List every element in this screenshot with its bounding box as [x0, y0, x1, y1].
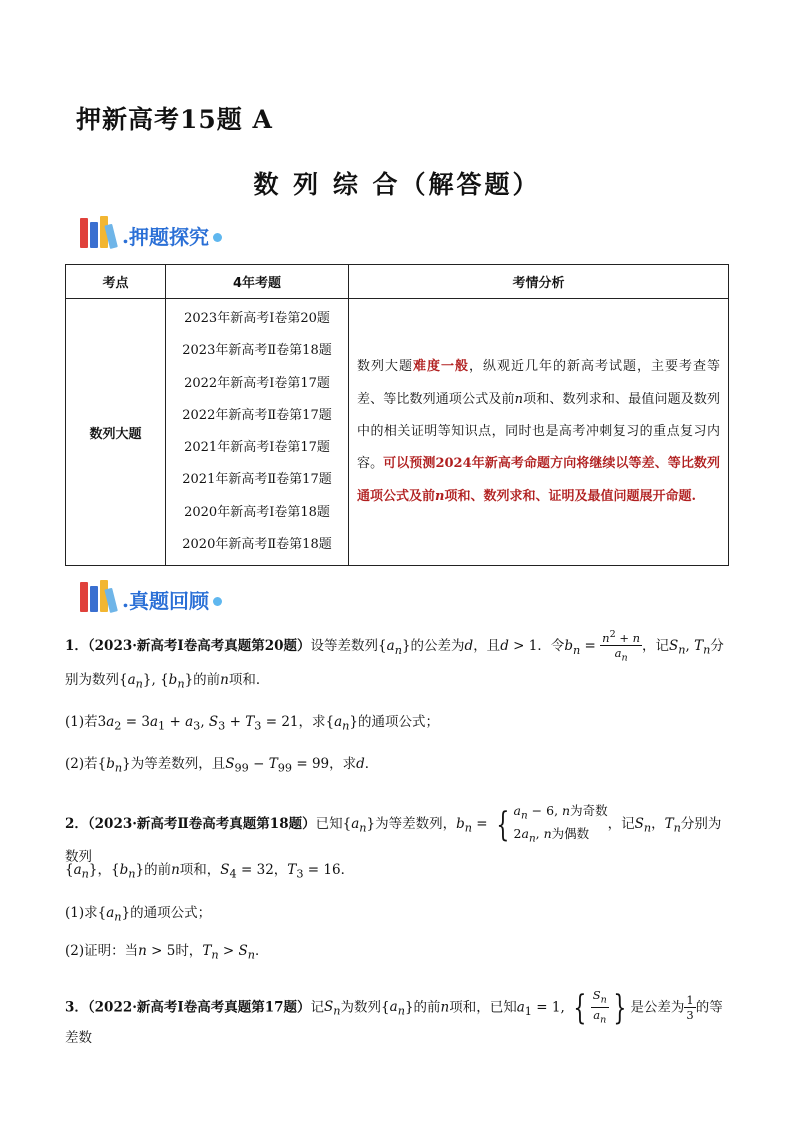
text: 的等差数	[65, 999, 723, 1046]
piecewise: $a_n - 6$, n为奇数 $2a_n$, n为偶数	[513, 803, 608, 844]
question-number: 3．	[65, 999, 88, 1016]
exam-item: 2020年新高考Ⅱ卷第18题	[182, 537, 332, 553]
document-subtitle: 数 列 综 合（解答题）	[253, 170, 541, 199]
text: ，	[273, 862, 288, 878]
document-title: 押新高考15题 A	[76, 105, 273, 134]
question-1-stem: 1．（2023·新高考Ⅰ卷高考真题第20题）设等差数列$\{a_n\}$的公差为d，且d > 1．令$b_n$ = $\frac{n^2 + n}{a_n}$ ，记$S_n$, $T_n$分	[65, 629, 724, 664]
text: 项和，已知	[449, 999, 517, 1016]
section-explore: . 押题探究	[80, 214, 222, 248]
header-topic: 考点	[66, 265, 166, 299]
text: 分	[710, 638, 724, 655]
question-source: （2023·新高考Ⅱ卷高考真题第18题）	[87, 816, 316, 832]
text: 项和．	[228, 672, 270, 688]
exam-item: 2022年新高考Ⅱ卷第17题	[182, 407, 332, 423]
text: 分别为数列	[65, 816, 722, 865]
question-1-stem-cont: 别为数列$\{a_n\}$, $\{b_n\}$的前n项和．	[65, 672, 270, 691]
dot-icon	[213, 233, 222, 242]
exam-item: 2022年新高考Ⅰ卷第17题	[184, 375, 330, 391]
text: 为等差数列，	[375, 816, 457, 832]
analysis-highlight: 难度一般	[413, 359, 469, 375]
question-source: （2022·新高考Ⅰ卷高考真题第17题）	[87, 999, 311, 1016]
text: 别为数列	[65, 672, 119, 688]
analysis-cell: 数列大题难度一般，纵观近几年的新高考试题，主要考查等差、等比数列通项公式及前n项和、数列求和、最值问题及数列中的相关证明等知识点，同时也是高考冲刺复习的重点复习内容。可以预测2024年新高考命题方向将继续以等差、等比数列通项公式及前n项和、数列求和、证明及最值问题展开命题.	[349, 299, 729, 566]
exams-cell	[166, 299, 349, 566]
text: ，求	[298, 714, 326, 730]
text: 记	[310, 999, 325, 1016]
text: 时，	[175, 943, 203, 959]
question-2-stem-cont: $\{a_n\}$，$\{b_n\}$的前n项和，$S_4 = 32$，$T_3 = 16$．	[65, 862, 355, 881]
text: (1)若	[65, 714, 98, 730]
text: 为数列	[340, 999, 382, 1016]
question-number: 1．	[65, 638, 88, 655]
analysis-text: 数列大题	[357, 359, 413, 375]
exam-item: 2020年新高考Ⅰ卷第18题	[184, 504, 330, 520]
fraction: $\frac{S_n}{a_n}$	[592, 988, 607, 1026]
text: (1)求	[65, 905, 98, 921]
exam-item: 2023年新高考Ⅰ卷第20题	[184, 311, 330, 326]
text: 为奇数	[570, 803, 608, 818]
question-number: 2．	[65, 816, 88, 832]
analysis-prediction: 可以预测2024年新高考命题方向将继续以等差、等比数列通项公式及前	[357, 456, 720, 504]
header-exams: 4年考题	[166, 265, 349, 299]
exam-item: 2021年新高考Ⅰ卷第17题	[184, 440, 330, 456]
text: 设等差数列	[310, 638, 379, 655]
text: 的前	[413, 999, 441, 1016]
question-2-part-2: (2)证明：当n > 5时，$T_n > S_n$．	[65, 943, 269, 962]
question-2-part-1: (1)求$\{a_n\}$的通项公式；	[65, 905, 212, 924]
analysis-text: 项和、数列求和、最值问题及数列中的相关证明等知识点，同时也是高考冲刺复习的重点复习内容。	[357, 391, 720, 472]
text: 的通项公式；	[130, 905, 212, 921]
question-3-stem: 3．（2022·新高考Ⅰ卷高考真题第17题）记$S_n$为数列$\{a_n\}$的前n项和，已知$a_1 = 1$, { $\frac{S_n}{a_n}$ } 是公差为 $\frac{1}{3}$ 的等差数	[65, 987, 723, 1046]
text: ．令	[537, 638, 565, 655]
exam-table	[65, 264, 729, 566]
fraction: $\frac{1}{3}$	[686, 993, 694, 1023]
text: (2)证明：当	[65, 943, 139, 959]
text: ，	[97, 862, 111, 878]
text: 为等差数列，且	[130, 756, 226, 772]
section-label-explore: 押题探究	[128, 225, 209, 249]
topic-cell: 数列大题	[66, 299, 166, 566]
section-label-review: 真题回顾	[128, 589, 209, 613]
text: 项和，	[179, 862, 221, 878]
table-header-row	[66, 265, 729, 299]
text: ，记	[607, 816, 635, 832]
text: ，记	[642, 638, 670, 655]
header-analysis: 考情分析	[349, 265, 729, 299]
question-1-part-2: (2)若$\{b_n\}$为等差数列，且$S_{99} - T_{99} = 99$，求d．	[65, 756, 379, 775]
exam-item: 2023年新高考Ⅱ卷第18题	[182, 343, 332, 359]
analysis-prediction: 项和、数列求和、证明及最值问题展开命题	[444, 488, 692, 504]
question-2-stem: 2．（2023·新高考Ⅱ卷高考真题第18题）已知$\{a_n\}$为等差数列，$b_n$ = { $a_n - 6$, n为奇数 $2a_n$, n为偶数 ，记$S_n$，$T_n$分别为数列	[65, 803, 722, 865]
text: 为偶数	[551, 825, 590, 841]
text: 是公差为	[630, 999, 685, 1016]
text: ，	[651, 816, 665, 832]
table-row	[66, 299, 729, 566]
question-1-part-1: (1)若$3a_2 = 3a_1 + a_3$, $S_3 + T_3 = 21$，求$\{a_n\}$的通项公式；	[65, 714, 439, 733]
text: ．	[340, 862, 355, 878]
text: 已知	[315, 816, 343, 832]
text: 的前	[144, 862, 172, 878]
text: ，求	[329, 756, 357, 772]
text: 的通项公式；	[358, 714, 439, 730]
dot-icon	[213, 597, 222, 606]
exam-item: 2021年新高考Ⅱ卷第17题	[182, 472, 332, 488]
text: ，且	[473, 638, 501, 655]
books-icon	[80, 580, 120, 612]
analysis-period: .	[691, 488, 697, 504]
text: ．	[254, 943, 269, 959]
text: 的公差为	[410, 638, 465, 655]
text: (2)若	[65, 756, 98, 772]
text: ．	[364, 756, 379, 772]
books-icon	[80, 216, 120, 248]
text: 的前	[193, 672, 221, 688]
analysis-text: ，纵观近几年的新高考试题，主要考查等差、等比数列通项公式及前	[357, 359, 720, 407]
fraction: $\frac{n^2 + n}{a_n}$	[602, 629, 641, 664]
section-review: . 真题回顾	[80, 578, 222, 612]
question-source: （2023·新高考Ⅰ卷高考真题第20题）	[87, 638, 311, 655]
